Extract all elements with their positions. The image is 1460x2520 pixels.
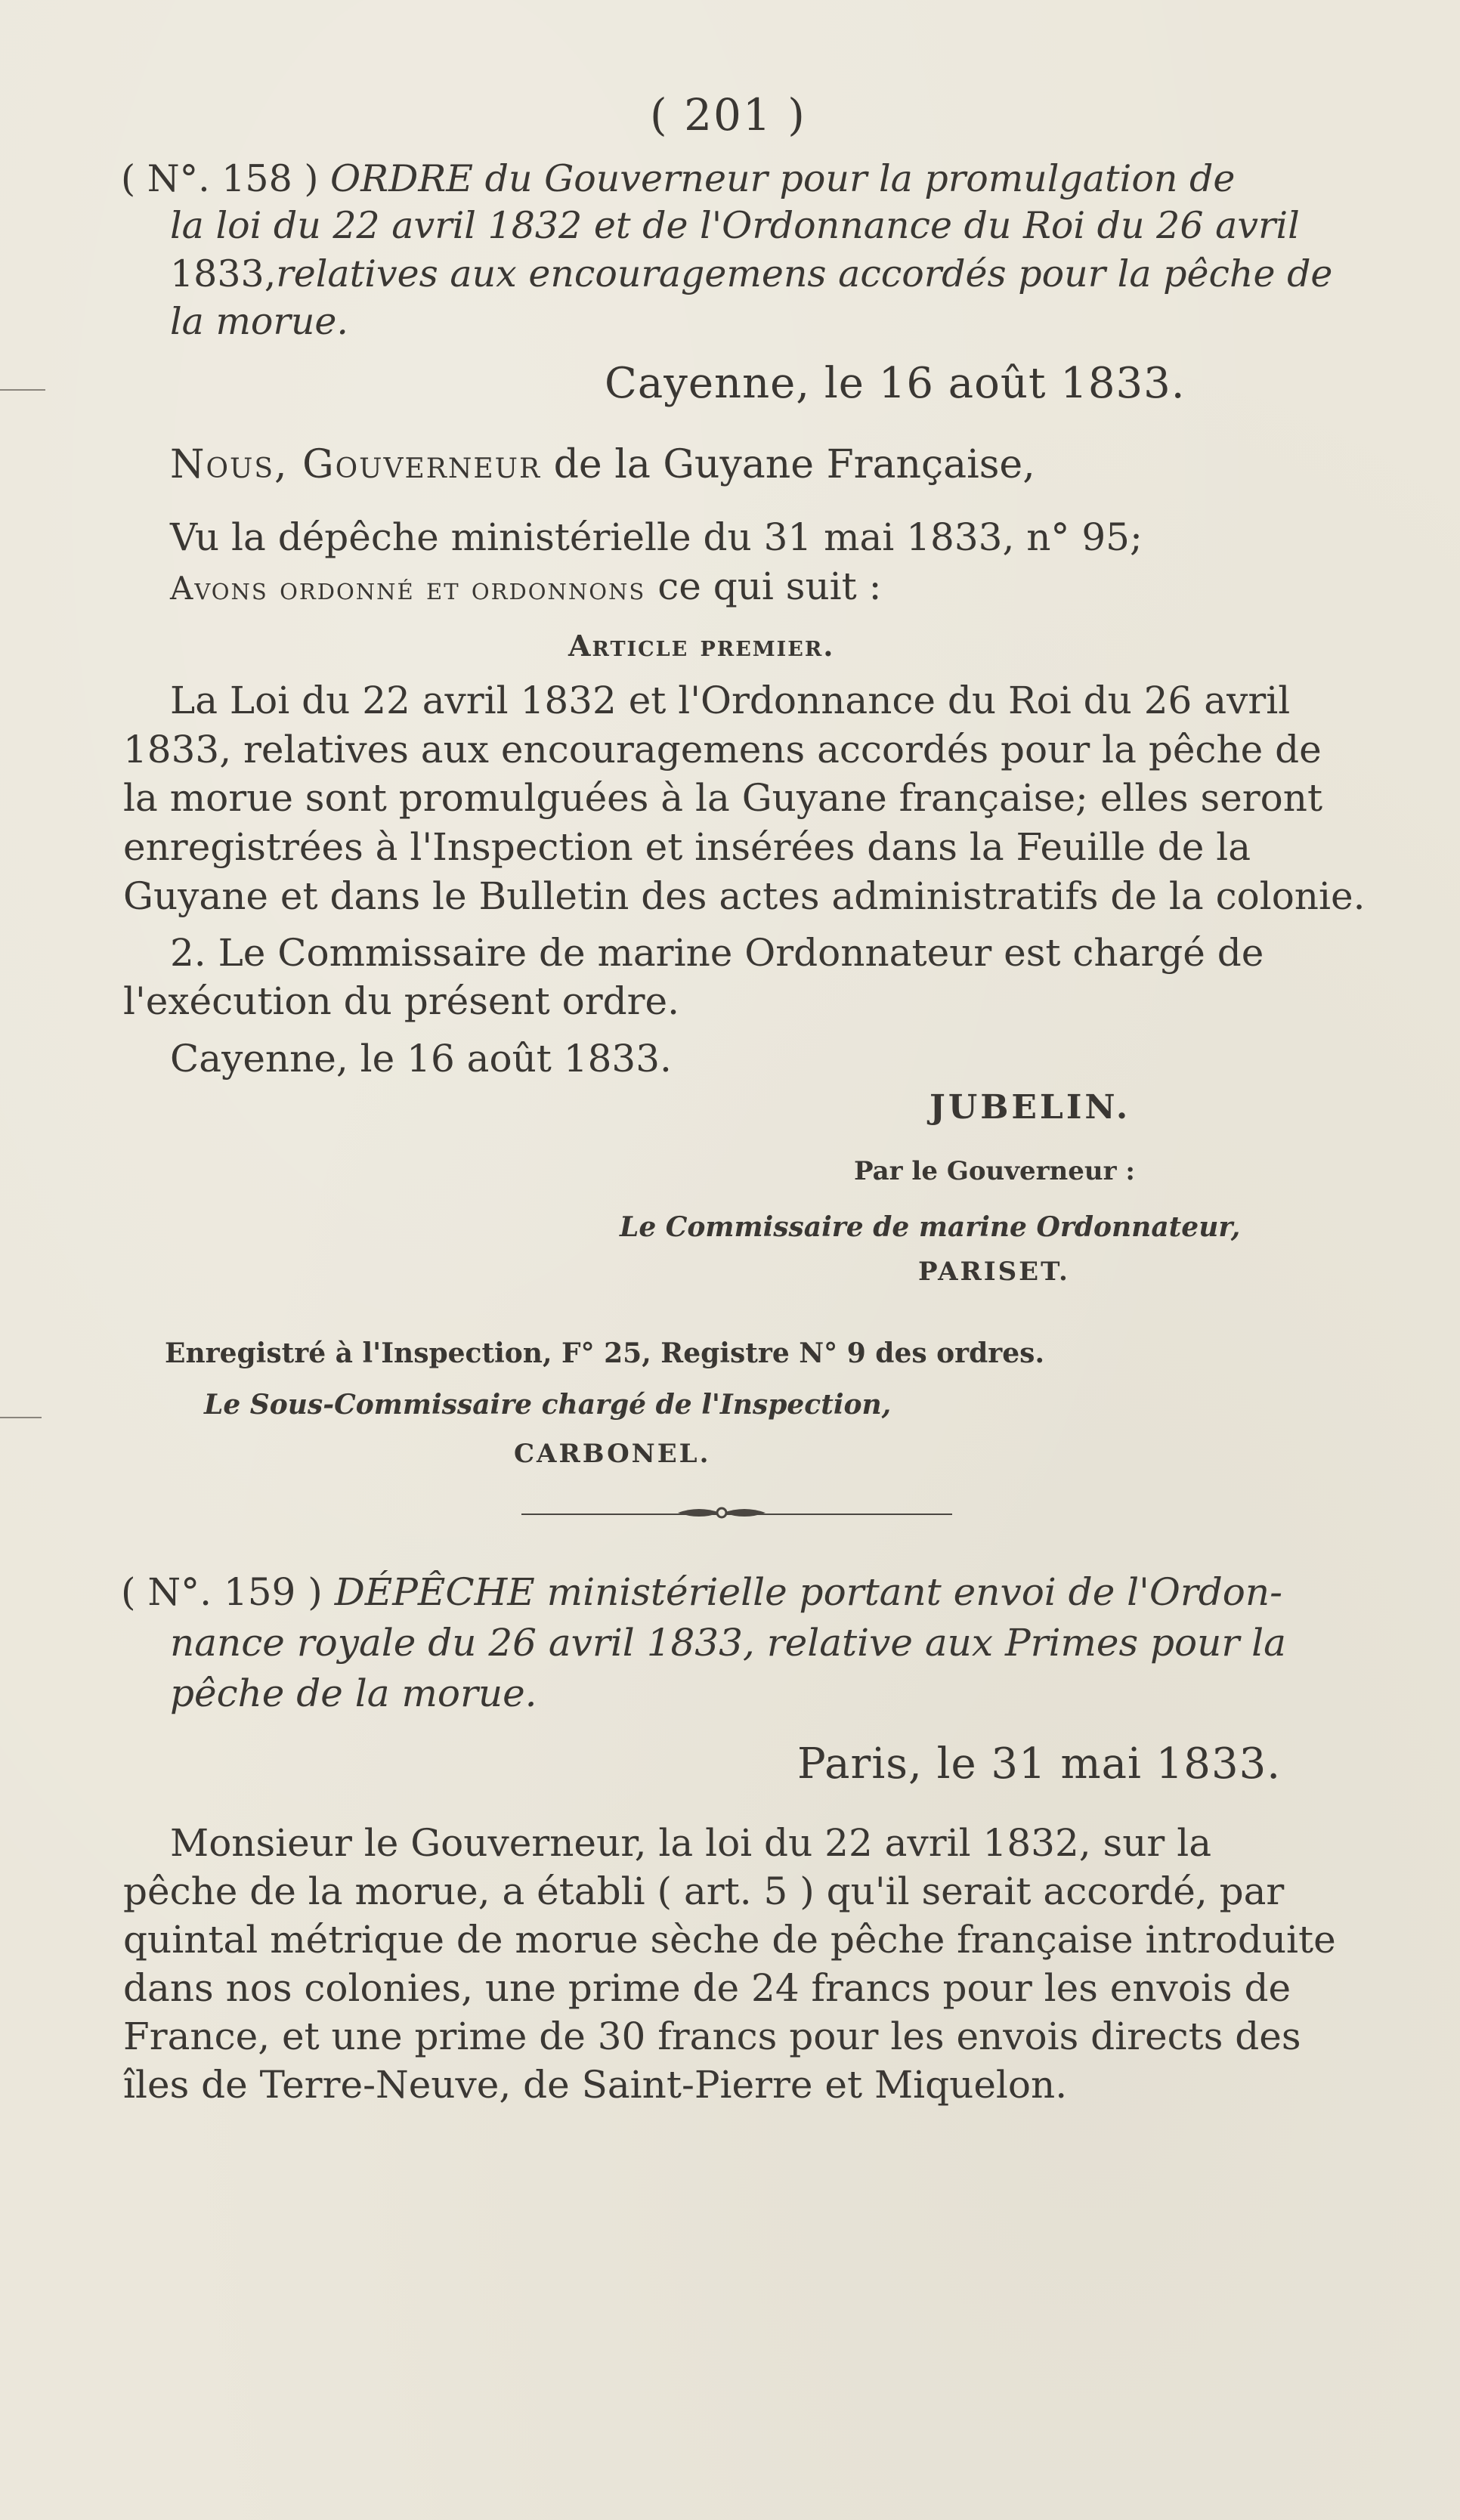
- doc158-commissaire: Le Commissaire de marine Ordonnateur,: [620, 1211, 1241, 1243]
- doc158-para1-line-2: 1833, relatives aux encouragemens accordés pour la pêche de: [123, 728, 1322, 771]
- doc158-signature: JUBELIN.: [930, 1088, 1131, 1127]
- edge-mark: [0, 1417, 42, 1418]
- doc158-par-le-gouverneur: Par le Gouverneur :: [854, 1156, 1135, 1186]
- doc158-title-line-4: la morue.: [170, 300, 348, 343]
- doc158-para1-line-4: enregistrées à l'Inspection et insérées dans la Feuille de la: [123, 825, 1251, 869]
- doc158-para1-line-5: Guyane et dans le Bulletin des actes administratifs de la colonie.: [123, 874, 1366, 918]
- doc159-para1-line-2: pêche de la morue, a établi ( art. 5 ) qu'il serait accordé, par: [123, 1869, 1285, 1913]
- doc159-para1-line-6: îles de Terre-Neuve, de Saint-Pierre et Miquelon.: [123, 2063, 1068, 2107]
- doc158-title-text-1: ORDRE du Gouverneur pour la promulgation de: [330, 157, 1236, 200]
- doc159-para1-line-3: quintal métrique de morue sèche de pêche française introduite: [123, 1918, 1336, 1962]
- doc159-para1-line-4: dans nos colonies, une prime de 24 francs pour les envois de: [123, 1966, 1291, 2010]
- doc158-title-line-2: la loi du 22 avril 1832 et de l'Ordonnance du Roi du 26 avril: [170, 204, 1300, 247]
- doc158-para2-line-2: l'exécution du présent ordre.: [123, 979, 680, 1023]
- doc159-para1-line-5: France, et une prime de 30 francs pour les envois directs des: [123, 2014, 1301, 2058]
- doc159-title-line-2: nance royale du 26 avril 1833, relative aux Primes pour la: [170, 1621, 1286, 1665]
- doc158-sous-commissaire: Le Sous-Commissaire chargé de l'Inspection,: [204, 1389, 892, 1421]
- doc159-title-text-1: DÉPÊCHE ministérielle portant envoi de l'Ordon-: [334, 1570, 1283, 1614]
- doc158-vu: Vu la dépêche ministérielle du 31 mai 1833, n° 95;: [170, 515, 1143, 559]
- doc158-title-line-1: [121, 157, 1235, 200]
- doc159-number: ( N°. 159 ): [121, 1570, 323, 1614]
- doc158-para2-line-1: 2. Le Commissaire de marine Ordonnateur est chargé de: [170, 931, 1264, 975]
- doc158-carbonel: CARBONEL.: [514, 1439, 711, 1469]
- doc158-para1-line-1: La Loi du 22 avril 1832 et l'Ordonnance du Roi du 26 avril: [170, 679, 1291, 722]
- doc158-registre: Enregistré à l'Inspection, F° 25, Registre N° 9 des ordres.: [165, 1337, 1044, 1369]
- doc158-title-line-3: 1833,relatives aux encouragemens accordés pour la pêche de: [170, 252, 1333, 295]
- doc159-title-line-1: [121, 1570, 1282, 1614]
- doc158-number: ( N°. 158 ): [121, 157, 319, 200]
- doc158-dateline: Cayenne, le 16 août 1833.: [605, 359, 1186, 408]
- doc158-article-heading: Article premier.: [568, 629, 835, 663]
- doc158-closing-date: Cayenne, le 16 août 1833.: [170, 1037, 672, 1081]
- doc159-title-line-3: pêche de la morue.: [170, 1671, 537, 1715]
- doc158-para1-line-3: la morue sont promulguées à la Guyane française; elles seront: [123, 776, 1323, 820]
- separator-ornament-icon: [676, 1502, 767, 1523]
- doc158-avons: Avons ordonné et ordonnons ce qui suit :: [170, 564, 882, 608]
- page-number: ( 201 ): [650, 89, 806, 141]
- edge-mark: [0, 389, 45, 391]
- doc159-dateline: Paris, le 31 mai 1833.: [797, 1739, 1281, 1789]
- doc158-nous: Nous, Gouverneur de la Guyane Française,: [170, 442, 1035, 487]
- doc158-pariset: PARISET.: [918, 1257, 1070, 1287]
- doc159-para1-line-1: Monsieur le Gouverneur, la loi du 22 avril 1832, sur la: [170, 1821, 1212, 1865]
